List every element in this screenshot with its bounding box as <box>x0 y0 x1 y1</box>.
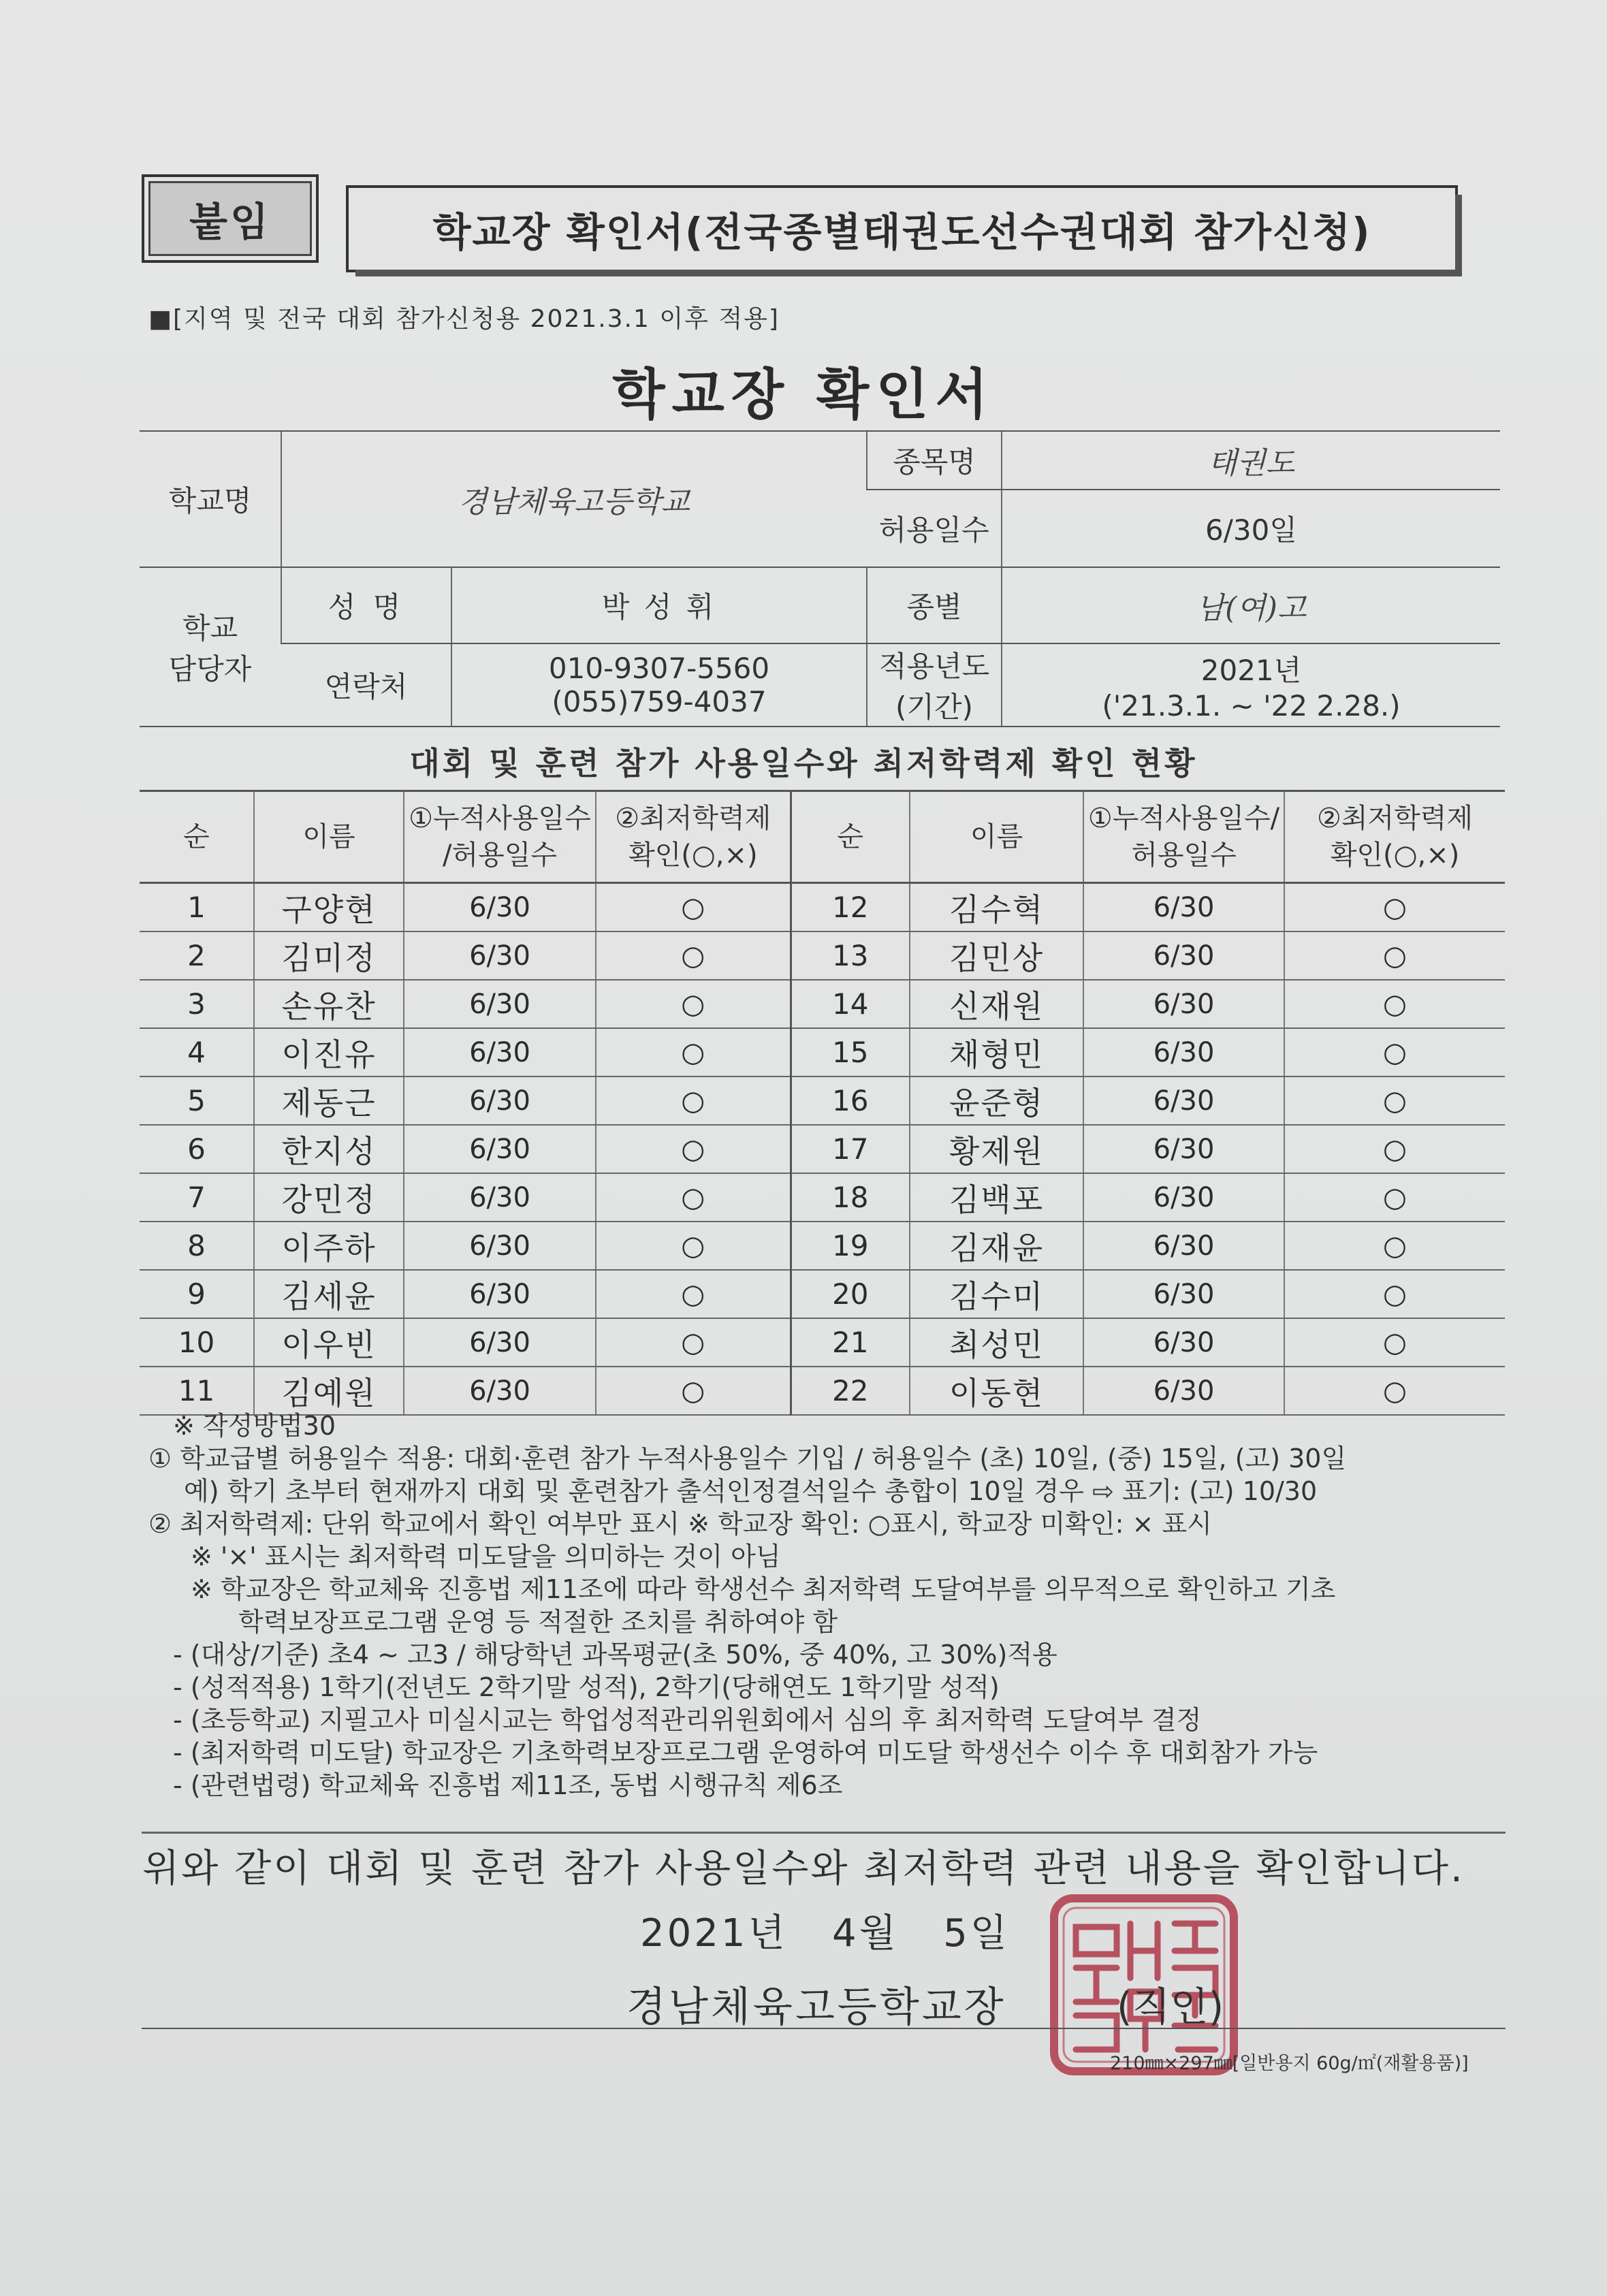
col-no: 순 <box>140 791 254 883</box>
gender-value: 남(여)고 <box>1002 567 1500 643</box>
contact-value <box>451 643 867 727</box>
student-number: 13 <box>791 931 910 980</box>
used-days: 6/30 <box>404 1318 596 1367</box>
min-standard-check: ○ <box>1284 931 1505 980</box>
student-name: 이주하 <box>254 1222 404 1270</box>
roster-row <box>140 1270 1505 1318</box>
min-standard-check: ○ <box>596 1318 791 1367</box>
col-used-line2: /허용일수 <box>442 840 558 871</box>
student-name: 손유찬 <box>254 980 404 1028</box>
manager-label-line1: 학교 <box>182 611 238 645</box>
student-name: 채형민 <box>910 1028 1083 1077</box>
note-line: ② 최저학력제: 단위 학교에서 확인 여부만 표시 ※ 학교장 확인: ○표시, 학교장 미확인: × 표시 <box>148 1509 1212 1539</box>
header-title: 학교장 확인서(전국종별태권도선수권대회 참가신청) <box>432 209 1371 255</box>
min-standard-check: ○ <box>596 1125 791 1173</box>
attachment-tag-text: 붙임 <box>189 199 272 245</box>
student-name: 김미정 <box>254 931 404 980</box>
principal-name: 경남체육고등학교장 <box>626 1983 1006 2031</box>
student-number: 14 <box>791 980 910 1028</box>
student-number: 22 <box>791 1367 910 1415</box>
roster-row <box>140 1222 1505 1270</box>
note-line: ① 학교급별 허용일수 적용: 대회·훈련 참가 누적사용일수 기입 / 허용일수 (초) 10일, (중) 15일, (고) 30일 <box>148 1444 1347 1473</box>
header-title-box <box>346 185 1458 272</box>
min-standard-check: ○ <box>596 1028 791 1077</box>
min-standard-check: ○ <box>1284 1173 1505 1222</box>
year-value <box>1002 643 1500 727</box>
note-line: - (성적적용) 1학기(전년도 2학기말 성적), 2학기(당해연도 1학기말 성적) <box>173 1672 1000 1702</box>
divider <box>142 1832 1506 1834</box>
student-name: 김수혁 <box>910 883 1083 932</box>
roster-row <box>140 931 1505 980</box>
student-name: 한지성 <box>254 1125 404 1173</box>
used-days: 6/30 <box>404 1270 596 1318</box>
student-name: 최성민 <box>910 1318 1083 1367</box>
roster-table <box>140 790 1505 1416</box>
min-standard-check: ○ <box>1284 1222 1505 1270</box>
student-number: 1 <box>140 883 254 932</box>
col-min-right-line1: ②최저학력제 <box>1316 803 1474 834</box>
allowed-days-value: 6/30일 <box>1002 490 1500 567</box>
min-standard-check: ○ <box>1284 1077 1505 1125</box>
attachment-tag <box>142 174 319 263</box>
min-standard-check: ○ <box>596 980 791 1028</box>
student-number: 3 <box>140 980 254 1028</box>
used-days: 6/30 <box>404 1028 596 1077</box>
used-days: 6/30 <box>1083 1173 1284 1222</box>
min-standard-check: ○ <box>596 1270 791 1318</box>
used-days: 6/30 <box>404 931 596 980</box>
seal-label: (직인) <box>1117 1983 1224 2030</box>
year-label <box>867 643 1002 727</box>
used-days: 6/30 <box>404 1125 596 1173</box>
min-standard-check: ○ <box>596 1222 791 1270</box>
min-standard-check: ○ <box>1284 1125 1505 1173</box>
confirmation-statement: 위와 같이 대회 및 훈련 참가 사용일수와 최저학력 관련 내용을 확인합니다. <box>142 1847 1465 1891</box>
school-label: 학교명 <box>140 431 281 567</box>
student-number: 11 <box>140 1367 254 1415</box>
name-value: 박 성 휘 <box>451 567 867 643</box>
used-days: 6/30 <box>1083 980 1284 1028</box>
student-number: 2 <box>140 931 254 980</box>
student-number: 17 <box>791 1125 910 1173</box>
note-line: - (최저학력 미도달) 학교장은 기초학력보장프로그램 운영하여 미도달 학생선수 이수 후 대회참가 가능 <box>173 1738 1318 1768</box>
student-number: 9 <box>140 1270 254 1318</box>
gender-label: 종별 <box>867 567 1002 643</box>
usage-note: ■[지역 및 전국 대회 참가신청용 2021.3.1 이후 적용] <box>148 305 780 333</box>
used-days: 6/30 <box>1083 883 1284 932</box>
student-number: 7 <box>140 1173 254 1222</box>
roster-row <box>140 1125 1505 1173</box>
student-number: 5 <box>140 1077 254 1125</box>
used-days: 6/30 <box>1083 1367 1284 1415</box>
col-name: 이름 <box>254 791 404 883</box>
col-no-right: 순 <box>791 791 910 883</box>
student-name: 김예원 <box>254 1367 404 1415</box>
student-number: 19 <box>791 1222 910 1270</box>
student-number: 10 <box>140 1318 254 1367</box>
note-line: ※ '×' 표시는 최저학력 미도달을 의미하는 것이 아님 <box>191 1542 781 1572</box>
student-name: 강민정 <box>254 1173 404 1222</box>
col-used-right-line2: 허용일수 <box>1131 840 1237 871</box>
roster-row <box>140 1028 1505 1077</box>
note-line: 학력보장프로그램 운영 등 적절한 조치를 취하여야 함 <box>238 1607 838 1637</box>
year-label-line2: (기간) <box>895 690 973 724</box>
info-table <box>140 430 1500 727</box>
year-label-line1: 적용년도 <box>878 650 990 683</box>
min-standard-check: ○ <box>596 1367 791 1415</box>
min-standard-check: ○ <box>596 883 791 932</box>
roster-row <box>140 1318 1505 1367</box>
col-min-line1: ②최저학력제 <box>615 803 771 834</box>
used-days: 6/30 <box>404 1173 596 1222</box>
min-standard-check: ○ <box>1284 980 1505 1028</box>
student-name: 이진유 <box>254 1028 404 1077</box>
student-number: 20 <box>791 1270 910 1318</box>
manager-label-line2: 담당자 <box>168 652 252 686</box>
student-name: 김재윤 <box>910 1222 1083 1270</box>
col-min-right-line2: 확인(○,×) <box>1330 840 1460 871</box>
student-name: 김민상 <box>910 931 1083 980</box>
roster-row <box>140 980 1505 1028</box>
student-name: 신재원 <box>910 980 1083 1028</box>
year-value-line2: ('21.3.1. ~ '22 2.28.) <box>1102 688 1401 722</box>
roster-body <box>140 883 1505 1416</box>
min-standard-check: ○ <box>596 1173 791 1222</box>
used-days: 6/30 <box>1083 1028 1284 1077</box>
contact-label: 연락처 <box>281 643 451 727</box>
roster-row <box>140 1367 1505 1415</box>
roster-row <box>140 1173 1505 1222</box>
name-label: 성 명 <box>281 567 451 643</box>
col-used-right-line1: ①누적사용일수/ <box>1087 803 1280 834</box>
note-line: - (초등학교) 지필고사 미실시교는 학업성적관리위원회에서 심의 후 최저학력 도달여부 결정 <box>173 1705 1202 1735</box>
used-days: 6/30 <box>404 1222 596 1270</box>
min-standard-check: ○ <box>1284 1028 1505 1077</box>
used-days: 6/30 <box>404 1077 596 1125</box>
col-min-right <box>1284 791 1505 883</box>
col-min-line2: 확인(○,×) <box>628 840 758 871</box>
student-name: 이동현 <box>910 1367 1083 1415</box>
sport-label: 종목명 <box>867 431 1002 490</box>
student-number: 12 <box>791 883 910 932</box>
col-used <box>404 791 596 883</box>
contact-phone-mobile: 010-9307-5560 <box>548 652 770 685</box>
student-number: 21 <box>791 1318 910 1367</box>
paper-spec: 210㎜×297㎜[일반용지 60g/㎡(재활용품)] <box>1110 2053 1469 2074</box>
student-name: 제동근 <box>254 1077 404 1125</box>
student-number: 4 <box>140 1028 254 1077</box>
student-name: 김백포 <box>910 1173 1083 1222</box>
school-value: 경남체육고등학교 <box>281 431 867 567</box>
divider <box>142 2028 1506 2029</box>
contact-phone-office: (055)759-4037 <box>552 685 767 718</box>
year-value-line1: 2021년 <box>1200 653 1302 687</box>
col-name-right: 이름 <box>910 791 1083 883</box>
used-days: 6/30 <box>1083 1222 1284 1270</box>
col-used-line1: ①누적사용일수 <box>409 803 591 834</box>
student-number: 16 <box>791 1077 910 1125</box>
used-days: 6/30 <box>1083 1125 1284 1173</box>
student-number: 6 <box>140 1125 254 1173</box>
used-days: 6/30 <box>404 1367 596 1415</box>
min-standard-check: ○ <box>1284 1270 1505 1318</box>
sport-value: 태권도 <box>1002 431 1500 490</box>
used-days: 6/30 <box>404 883 596 932</box>
student-name: 윤준형 <box>910 1077 1083 1125</box>
allowed-days-label: 허용일수 <box>867 490 1002 567</box>
used-days: 6/30 <box>1083 1318 1284 1367</box>
used-days: 6/30 <box>1083 1270 1284 1318</box>
roster-row <box>140 1077 1505 1125</box>
note-line: ※ 작성방법30 <box>173 1411 336 1441</box>
issue-date: 2021년 4월 5일 <box>640 1911 1010 1956</box>
note-line: - (관련법령) 학교체육 진흥법 제11조, 동법 시행규칙 제6조 <box>173 1770 843 1800</box>
min-standard-check: ○ <box>1284 1318 1505 1367</box>
used-days: 6/30 <box>404 980 596 1028</box>
col-min <box>596 791 791 883</box>
student-name: 황제원 <box>910 1125 1083 1173</box>
student-number: 15 <box>791 1028 910 1077</box>
instructions <box>148 1409 1524 1802</box>
student-name: 구양현 <box>254 883 404 932</box>
min-standard-check: ○ <box>1284 883 1505 932</box>
col-used-right <box>1083 791 1284 883</box>
document-title: 학교장 확인서 <box>612 363 995 426</box>
manager-label <box>140 567 281 727</box>
used-days: 6/30 <box>1083 1077 1284 1125</box>
student-name: 김세윤 <box>254 1270 404 1318</box>
min-standard-check: ○ <box>596 1077 791 1125</box>
note-line: 예) 학기 초부터 현재까지 대회 및 훈련참가 출석인정결석일수 총합이 10일 경우 ⇨ 표기: (고) 10/30 <box>184 1476 1318 1506</box>
roster-row <box>140 883 1505 932</box>
section-title: 대회 및 훈련 참가 사용일수와 최저학력제 확인 현황 <box>409 745 1198 782</box>
note-line: - (대상/기준) 초4 ~ 고3 / 해당학년 과목평균(초 50%, 중 40%, 고 30%)적용 <box>173 1640 1057 1670</box>
used-days: 6/30 <box>1083 931 1284 980</box>
note-line: ※ 학교장은 학교체육 진흥법 제11조에 따라 학생선수 최저학력 도달여부를 의무적으로 확인하고 기초 <box>191 1574 1336 1604</box>
min-standard-check: ○ <box>596 931 791 980</box>
student-number: 18 <box>791 1173 910 1222</box>
student-name: 김수미 <box>910 1270 1083 1318</box>
min-standard-check: ○ <box>1284 1367 1505 1415</box>
student-name: 이우빈 <box>254 1318 404 1367</box>
student-number: 8 <box>140 1222 254 1270</box>
